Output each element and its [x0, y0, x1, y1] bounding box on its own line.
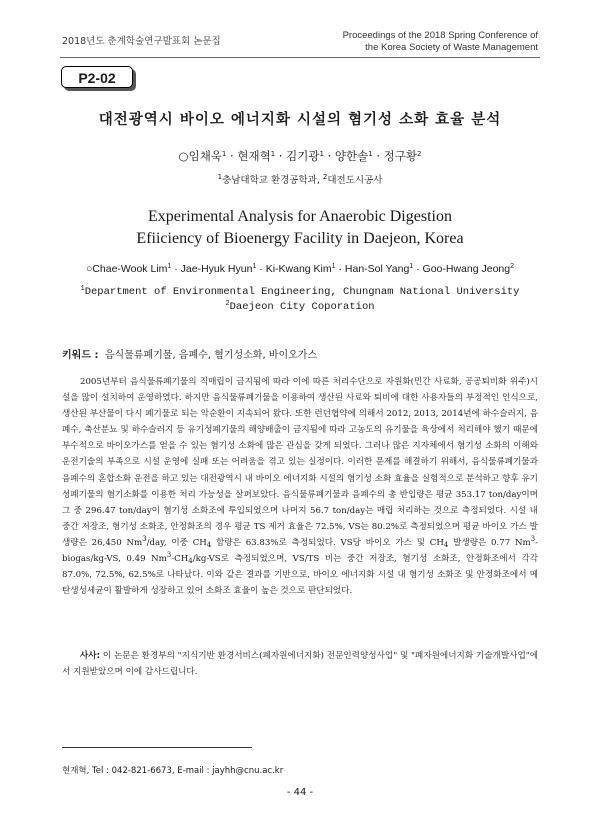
author-name: Jae-Hyuk Hyun: [180, 263, 253, 275]
author-marker: ○: [178, 149, 189, 163]
korean-authors: ○임채욱$^1$ · 현재혁$^1$ · 김기광$^1$ · 양한솔$^1$ · 정구황$^2$: [178, 149, 422, 163]
korean-affiliation: $^1$충남대학교 환경공학과, $^2$대전도시공사: [217, 173, 383, 186]
author-name: 정구황: [383, 149, 417, 163]
acknowledgement-label: 사사:: [80, 651, 101, 661]
paper-code-badge: [61, 66, 133, 88]
paper-code: P2-02: [78, 70, 116, 86]
author-name: Chae-Wook Lim: [92, 263, 168, 275]
keywords-text: 음식물류폐기물, 음폐수, 혐기성소화, 바이오가스: [104, 350, 318, 361]
english-title-line1: Experimental Analysis for Anaerobic Digestion: [148, 208, 452, 225]
author-name: Ki-Kwang Kim: [265, 263, 332, 275]
english-affiliation: [0, 285, 600, 315]
author-name: Goo-Hwang Jeong: [422, 263, 511, 275]
header-right-line1: Proceedings of the 2018 Spring Conference of: [342, 30, 538, 41]
header-right-line2: the Korea Society of Waste Management: [365, 42, 538, 53]
english-title-line2: Efiiciency of Bioenergy Facility in Daejeon, Korea: [136, 230, 464, 247]
header-conference-english: [343, 30, 538, 54]
abstract-paragraph: 2005년부터 음식물류폐기물의 직매립이 금지됨에 따라 이에 따른 처리수단으로 자원화(민간 사료화, 공공퇴비화 위주)시설을 많이 설치하여 운영하였다. 하지만 음식물류폐기물을 이용하여 생산된 사료와 퇴비에 대한 사용자들의 부정적인 인식으로, 생산된 부산물이 다시 폐기물로 되는 악순환이 지속되어 왔다. 또한 런던협약에 의해서 2012, 2013, 2014년에 하수슬러지, 음폐수, 축산분뇨 및 하수슬러지 등 유기성폐기물의 해양배출이 금지됨에 따라 고농도의 유기물을 육상에서 처리해야 했기 때문에 부수적으로 바이오가스를 얻을 수 있는 혐기성 소화에 많은 관심을 갖게 되었다. 그러나 많은 지자체에서 혐기성 소화의 이해와 운전기술의 부족으로 시설 운영에 실패 또는 어려움을 겪고 있는 실정이다. 이러한 문제를 해결하기 위해서, 음식물류폐기물과 음폐수의 혼합소화 운전을 하고 있는 대전광역시 내 바이오 에너지화 시설의 혐기성 소화 효율을 실험적으로 분석하고 향후 유기성폐기물의 혐기소화를 이용한 처리 가능성을 살펴보았다. 음식물류폐기물과 음폐수의 총 반입량은 평균 353.17 ton/day이며 그 중 296.47 ton/day이 혐기성 소화조에 투입되었으며 나머지 56.7 ton/day는 매립 처리하는 것으로 측정되었다. 시설 내 중간 저장조, 혐기성 소화조, 안정화조의 경우 평균 TS 제거 효율은 72.5%, VS는 80.2%로 측정되었으며 평균 바이오 가스 발생량은 26,450 Nm$^3$/day, 이중 $CH_4$ 함량은 63.83%로 측정되었다. VS당 바이오 가스 및 $CH_4$ 발생량은 0.77 Nm$^3$-biogas/kg-VS, 0.49 $Nm^3-CH_4/kg-VS$로 측정되었으며, VS/TS 비는 중간 저장조, 혐기성 소화조, 안정화조에서 각각 87.0%, 72.5%, 62.5%로 나타났다. 이와 같은 결과를 기반으로, 바이오 에너지화 시설 내 혐기성 소화조 및 안정화조에서 메탄생성세균이 활발하게 성장하고 있어 소화조 효율이 높은 것으로 판단되었다.: [62, 377, 538, 597]
author-name: 임채욱: [188, 149, 222, 163]
english-affiliation-2: $^2$Daejeon City Coporation: [225, 300, 375, 313]
author-name: Han-Sol Yang: [344, 263, 410, 275]
author-name: 김기광: [286, 149, 320, 163]
acknowledgement: [62, 648, 538, 680]
footnote-divider: [62, 747, 252, 748]
corresponding-author-footnote: 현재혁, Tel : 042-821-6673, E-mail : jayhh@cnu.ac.kr: [62, 766, 284, 776]
page-number: - 44 -: [286, 787, 314, 798]
keywords: [62, 346, 317, 361]
header-divider: [60, 57, 540, 58]
author-name: 양한솔: [334, 149, 369, 163]
english-affiliation-1: $^1$Department of Environmental Engineering, Chungnam National University: [80, 285, 520, 298]
english-title: [0, 206, 600, 250]
acknowledgement-text: 이 논문은 환경부의 "지식기반 환경서비스(폐자원에너지화) 전문인력양성사업" 및 "폐자원에너지화 기술개발사업"에서 지원받았으며 이에 감사드립니다.: [62, 651, 538, 678]
korean-title: 대전광역시 바이오 에너지화 시설의 혐기성 소화 효율 분석: [98, 112, 502, 128]
keywords-label: 키워드 :: [62, 350, 99, 361]
header-conference-korean: 2018년도 춘계학술연구발표회 논문집: [62, 36, 221, 47]
english-authors: ○Chae-Wook Lim$^1$ · Jae-Hyuk Hyun$^1$ · Ki-Kwang Kim$^1$ · Han-Sol Yang$^1$ · Goo-Hwang Jeong$^2$: [85, 263, 515, 275]
author-name: 현재혁: [237, 149, 271, 163]
abstract-body: [62, 374, 538, 599]
